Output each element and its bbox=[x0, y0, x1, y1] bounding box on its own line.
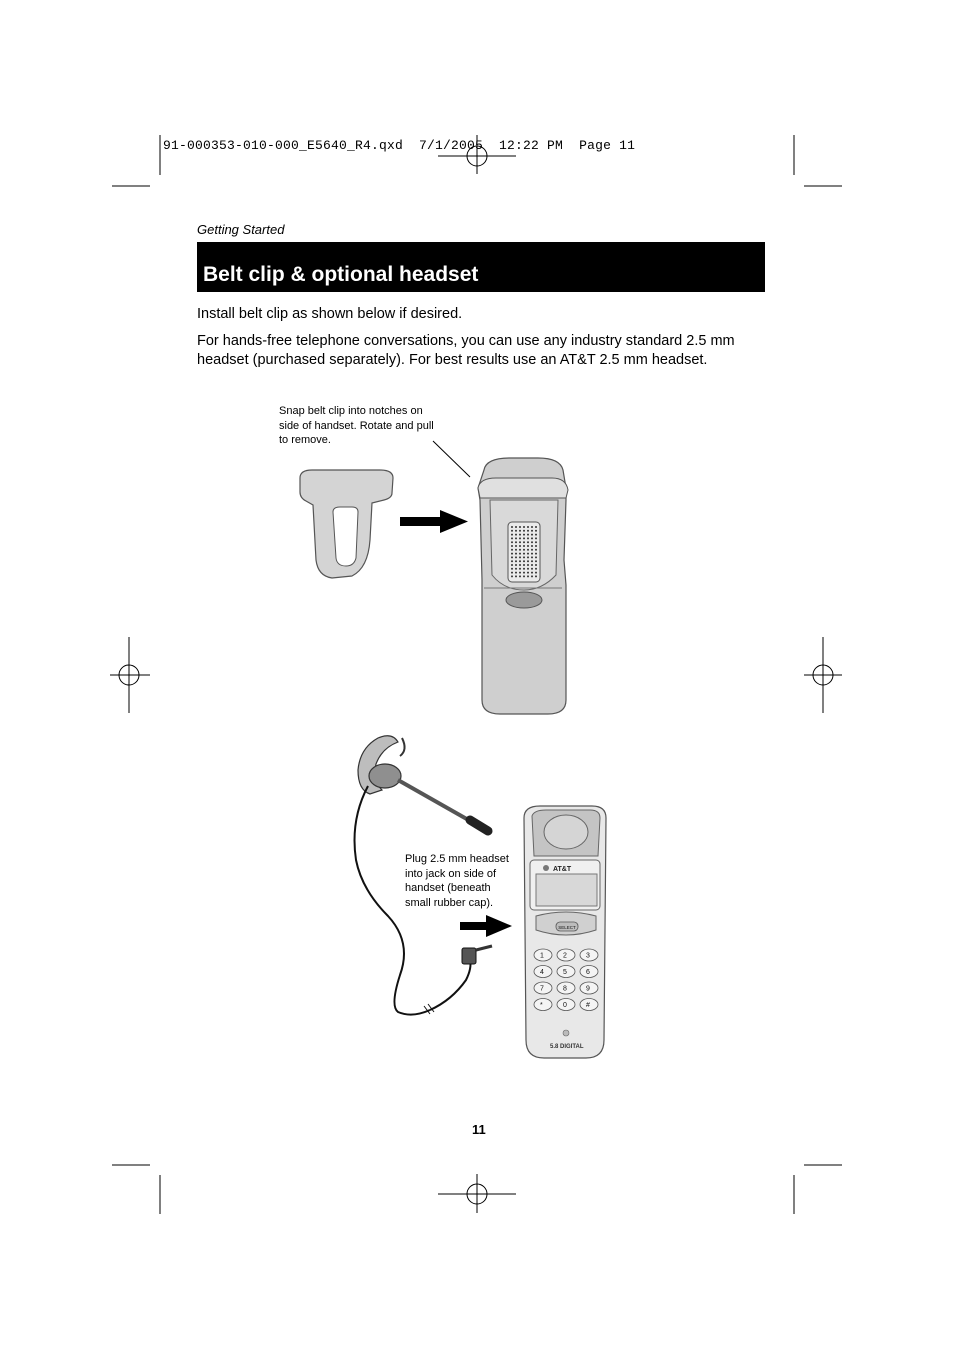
grille-dot bbox=[519, 534, 521, 536]
grille-dot bbox=[531, 568, 533, 570]
grille-dot bbox=[519, 553, 521, 555]
keypad-key-label: 4 bbox=[540, 969, 544, 976]
grille-dot bbox=[515, 572, 517, 574]
grille-dot bbox=[523, 541, 525, 543]
grille-dot bbox=[519, 545, 521, 547]
registration-mark-right bbox=[804, 637, 842, 713]
caption-line: Plug 2.5 mm headset bbox=[405, 853, 509, 865]
grille-dot bbox=[527, 549, 529, 551]
caption-line: Snap belt clip into notches on bbox=[279, 405, 423, 417]
grille-dot bbox=[511, 534, 513, 536]
grille-dot bbox=[523, 545, 525, 547]
grille-dot bbox=[535, 549, 537, 551]
grille-dot bbox=[531, 564, 533, 566]
grille-dot bbox=[515, 541, 517, 543]
grille-dot bbox=[511, 564, 513, 566]
grille-dot bbox=[515, 575, 517, 577]
grille-dot bbox=[519, 564, 521, 566]
keypad-key-label: 1 bbox=[540, 952, 544, 960]
grille-dot bbox=[527, 572, 529, 574]
caption-line: small rubber cap). bbox=[405, 896, 494, 909]
grille-dot bbox=[519, 526, 521, 528]
grille-dot bbox=[523, 568, 525, 570]
grille-dot bbox=[527, 534, 529, 536]
grille-dot bbox=[511, 549, 513, 551]
keypad-key-label: 9 bbox=[586, 985, 590, 993]
caption-line: into jack on side of bbox=[405, 867, 497, 880]
grille-dot bbox=[523, 549, 525, 551]
grille-dot bbox=[523, 534, 525, 536]
caption-line: side of handset. Rotate and pull bbox=[279, 419, 434, 432]
grille-dot bbox=[531, 549, 533, 551]
handset-front-illustration bbox=[524, 806, 606, 1058]
print-slug: 91-000353-010-000_E5640_R4.qxd 7/1/2005 12:22 PM Page 11 bbox=[163, 138, 636, 153]
grille-dot bbox=[511, 568, 513, 570]
phone-screen bbox=[536, 874, 597, 906]
grille-dot bbox=[535, 564, 537, 566]
belt-clip-illustration bbox=[300, 470, 393, 578]
grille-dot bbox=[535, 568, 537, 570]
grille-dot bbox=[523, 560, 525, 562]
grille-dot bbox=[519, 556, 521, 558]
grille-dot bbox=[531, 541, 533, 543]
grille-dot bbox=[527, 564, 529, 566]
keypad-key-label: 5 bbox=[563, 969, 567, 976]
grille-dot bbox=[527, 560, 529, 562]
grille-dot bbox=[535, 534, 537, 536]
grille-dot bbox=[523, 556, 525, 558]
grille-dot bbox=[527, 526, 529, 528]
grille-dot bbox=[519, 575, 521, 577]
grille-dot bbox=[511, 556, 513, 558]
arrow-right-icon-1 bbox=[400, 510, 468, 533]
grille-dot bbox=[523, 564, 525, 566]
grille-dot bbox=[511, 572, 513, 574]
grille-dot bbox=[511, 541, 513, 543]
grille-dot bbox=[535, 545, 537, 547]
grille-dot bbox=[535, 575, 537, 577]
grille-dot bbox=[523, 537, 525, 539]
grille-dot bbox=[535, 537, 537, 539]
grille-dot bbox=[527, 556, 529, 558]
grille-dot bbox=[511, 526, 513, 528]
grille-dot bbox=[515, 553, 517, 555]
keypad-key-label: # bbox=[586, 1002, 590, 1009]
keypad-key-label: 2 bbox=[563, 952, 567, 960]
caption-line: handset (beneath bbox=[405, 882, 491, 894]
caption-line: to remove. bbox=[279, 434, 331, 446]
grille-dot bbox=[523, 575, 525, 577]
grille-dot bbox=[511, 530, 513, 532]
grille-dot bbox=[511, 545, 513, 547]
grille-dot bbox=[535, 560, 537, 562]
grille-dot bbox=[519, 530, 521, 532]
grille-dot bbox=[531, 545, 533, 547]
keypad-key-label: * bbox=[540, 1002, 543, 1009]
grille-dot bbox=[519, 568, 521, 570]
grille-dot bbox=[535, 526, 537, 528]
keypad-key-label: 6 bbox=[586, 969, 590, 976]
grille-dot bbox=[531, 526, 533, 528]
grille-dot bbox=[523, 553, 525, 555]
grille-dot bbox=[527, 553, 529, 555]
grille-dot bbox=[511, 575, 513, 577]
page-title: Belt clip & optional headset bbox=[203, 263, 479, 286]
grille-dot bbox=[531, 553, 533, 555]
grille-dot bbox=[535, 556, 537, 558]
grille-dot bbox=[527, 575, 529, 577]
grille-dot bbox=[515, 564, 517, 566]
grille-dot bbox=[531, 530, 533, 532]
grille-dot bbox=[531, 572, 533, 574]
grille-dot bbox=[535, 572, 537, 574]
paragraph-belt-clip: Install belt clip as shown below if desired. bbox=[197, 306, 463, 322]
grille-dot bbox=[531, 556, 533, 558]
grille-dot bbox=[511, 553, 513, 555]
keypad-key-label: 8 bbox=[563, 985, 567, 993]
grille-dot bbox=[515, 537, 517, 539]
handset-back-illustration bbox=[478, 458, 568, 714]
grille-dot bbox=[535, 530, 537, 532]
phone-brand-label: AT&T bbox=[553, 866, 572, 873]
crop-marks bbox=[112, 135, 842, 1214]
grille-dot bbox=[535, 553, 537, 555]
keypad-key bbox=[534, 999, 552, 1011]
grille-dot bbox=[519, 541, 521, 543]
grille-dot bbox=[519, 549, 521, 551]
registration-mark-bottom bbox=[438, 1174, 516, 1213]
grille-dot bbox=[519, 572, 521, 574]
grille-dot bbox=[527, 541, 529, 543]
grille-dot bbox=[535, 541, 537, 543]
grille-dot bbox=[515, 549, 517, 551]
registration-mark-top bbox=[438, 135, 516, 174]
grille-dot bbox=[519, 537, 521, 539]
grille-dot bbox=[515, 556, 517, 558]
grille-dot bbox=[531, 537, 533, 539]
grille-dot bbox=[515, 530, 517, 532]
paragraph-headset-line-1: For hands-free telephone conversations, you can use any industry standard 2.5 mm bbox=[197, 333, 735, 349]
keypad-key-label: 7 bbox=[540, 985, 544, 993]
grille-dot bbox=[523, 526, 525, 528]
grille-dot bbox=[515, 526, 517, 528]
grille-dot bbox=[531, 560, 533, 562]
grille-dot bbox=[527, 568, 529, 570]
grille-dot bbox=[515, 534, 517, 536]
grille-dot bbox=[515, 568, 517, 570]
grille-dot bbox=[523, 572, 525, 574]
grille-dot bbox=[515, 545, 517, 547]
grille-dot bbox=[515, 560, 517, 562]
paragraph-headset-line-2: headset (purchased separately). For best results use an AT&T 2.5 mm headset. bbox=[197, 352, 708, 368]
section-label: Getting Started bbox=[197, 222, 285, 237]
caption-leader-line bbox=[433, 441, 470, 477]
grille-dot bbox=[511, 537, 513, 539]
grille-dot bbox=[531, 534, 533, 536]
arrow-right-icon-2 bbox=[460, 915, 512, 937]
headset-illustration bbox=[355, 736, 493, 1015]
grille-dot bbox=[531, 575, 533, 577]
grille-dot bbox=[523, 530, 525, 532]
grille-dot bbox=[527, 530, 529, 532]
grille-dot bbox=[511, 560, 513, 562]
grille-dot bbox=[527, 537, 529, 539]
grille-dot bbox=[519, 560, 521, 562]
registration-mark-left bbox=[110, 637, 150, 713]
select-key-label: SELECT bbox=[558, 925, 576, 930]
keypad-key-label: 0 bbox=[563, 1002, 567, 1009]
page-number: 11 bbox=[472, 1122, 486, 1137]
phone-model-label: 5.8 DIGITAL bbox=[550, 1044, 584, 1050]
grille-dot bbox=[527, 545, 529, 547]
keypad-key-label: 3 bbox=[586, 952, 590, 960]
